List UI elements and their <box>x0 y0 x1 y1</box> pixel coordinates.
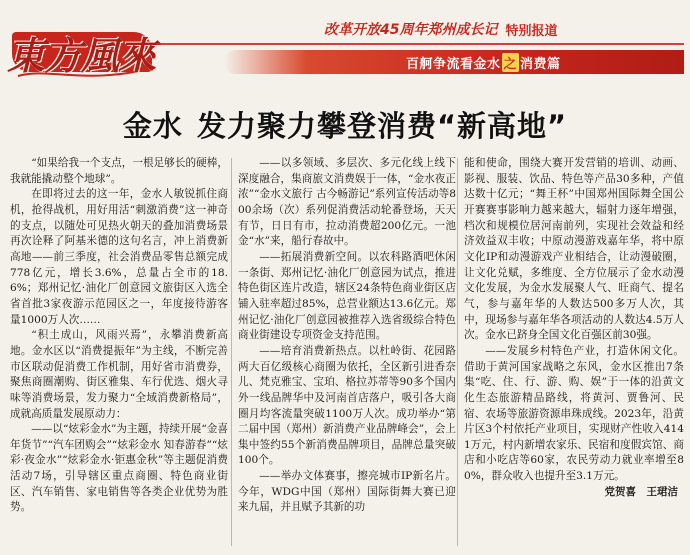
series-header <box>324 18 558 40</box>
subtitle-part2: 消费篇 <box>520 56 561 72</box>
paragraph: 能和使命，围绕大赛开发营销的培训、动画、影视、服装、饮品、特色等产品30多种，产值达数十亿元；“舞王杯”中国郑州国际舞全国公开赛赛事影响力越来越大，辐射力逐年增强，档次和规模位居河南前列，实现社会效益和经济效益双丰收；中原动漫游戏嘉年华，将中原文化IP和动漫游戏产业相结合，让动漫破圈，让文化兑赋，多维度、全方位展示了金水动漫文化发展，为金水发展聚人气、旺商气、提名气，参与嘉年华的人数达500多万人次，其中，现场参与嘉年华各项活动的人数达4.5万人次。金水已跻身全国文化百强区前30强。 <box>464 157 684 342</box>
subtitle <box>406 52 561 72</box>
masthead-rule <box>156 43 684 45</box>
paragraph: ——发展乡村特色产业，打造休闲文化。借助于黄河国家战略之东风，金水区推出7条集“吃、住、行、游、购、娱”于一体的沿黄文化生态旅游精品路线，将黄河、贾鲁河、民宿、农场等旅游资源串珠成线。2023年，沿黄片区3个村依托产业项目，实现财产性收入4141万元，村内新增农家乐、民宿和度假宾馆、商店和小吃店等60家，农民劳动力就业率增至80%，群众收入也提升至3.1万元。 <box>464 344 684 483</box>
article-column-2 <box>238 156 456 548</box>
paragraph: ——拓展消费新空间。以农科路酒吧休闲一条街、郑州记忆·油化厂创意园为试点，推进特色街区连片改造，辖区24条特色商业街区店铺入驻率超过85%，总营业额达13.6亿元。郑州记忆·油化厂创意园被推荐入选省级综合特色商业街建设专项资金支持范围。 <box>238 250 456 342</box>
subtitle-part1: 百舸争流看金水 <box>406 56 501 72</box>
author-byline: 党贺喜 王珺洁 <box>604 485 678 498</box>
paragraph: 在即将过去的这一年，金水人敏锐抓住商机，抢得战机，用好用活“刺激消费”这一神奇的支点，以随处可见热火朝天的叠加消费场景再次诠释了阿基米德的这句名言，冲上消费新高地——前三季度，社会消费品零售总额完成778亿元，增长3.6%，总量占全市的18.6%；郑州记忆·油化厂创意园文旅街区入选全省首批3家夜游示范园区之一，年度接待游客量1000万人次…… <box>10 188 228 326</box>
article-column-1 <box>10 156 228 548</box>
column-logo <box>6 6 156 94</box>
paragraph: ——培育消费新热点。以杜岭街、花园路两大百亿级核心商圈为依托，全区新引进香奈儿、梵克雅宝、宝珀、格拉苏蒂等90多个国内外一线品牌华中及河南首店落户，吸引各大商圈月均客流量突破1100万人次。成功举办“第二届中国（郑州）新消费产业品牌峰会”，会上集中签约55个新消费品牌项目，品牌总量突破100个。 <box>238 344 456 467</box>
logo-calligraphy: 東方風來 <box>6 32 155 78</box>
paragraph: ——以多领域、多层次、多元化线上线下深度融合，集商旅文消费娱于一体，“金水夜正浓”“金水文旅行 古今畅游记”系列宣传活动等800余场（次）系列促消费活动轮番登场，天天有节，日日有市，拉动消费超200亿元。一池金“水”来，船行春故中。 <box>238 157 456 248</box>
column-divider <box>457 158 458 546</box>
series-title: 改革开放45周年郑州成长记 <box>324 22 498 38</box>
headline-part1: 金水 <box>122 109 183 143</box>
subtitle-mark: 之 <box>502 53 520 72</box>
column-divider <box>231 158 232 546</box>
masthead <box>6 6 684 98</box>
paragraph: “如果给我一个支点，一根足够长的硬棒，我就能撬动整个地球”。 <box>10 157 228 185</box>
article-column-3 <box>464 156 684 548</box>
logo-swirl-icon <box>16 66 136 82</box>
article-headline <box>0 98 690 154</box>
headline-part2: 发力聚力攀登消费“新高地” <box>196 109 568 143</box>
paragraph: “积土成山，风雨兴焉”，永攀消费新高地。金水区以“消费提振年”为主线，不断完善市区联动促消费工作机制，用好省市消费券，聚焦商圈潮购、街区雅集、车行优选、烟火寻味等消费场景，发力聚力“全域消费新格局”，成就高质量发展原动力： <box>10 329 228 420</box>
special-report-label: 特别报道 <box>505 23 558 39</box>
paragraph: ——以“炫彩金水”为主题，持续开展“金喜年货节”“汽车团购会”“炫彩金水 知春游春”“炫彩·夜金水”“炫彩金水·钜惠金秋”等主题促消费活动7场，引导辖区重点商圈、特色商业街区、汽车销售、家电销售等各类企业优势为胜势。 <box>10 423 228 514</box>
paragraph: ——举办文体赛事，擦亮城市IP新名片。今年，WDG中国（郑州）国际街舞大赛已迎来九届，并且赋予其新的功 <box>238 470 456 514</box>
